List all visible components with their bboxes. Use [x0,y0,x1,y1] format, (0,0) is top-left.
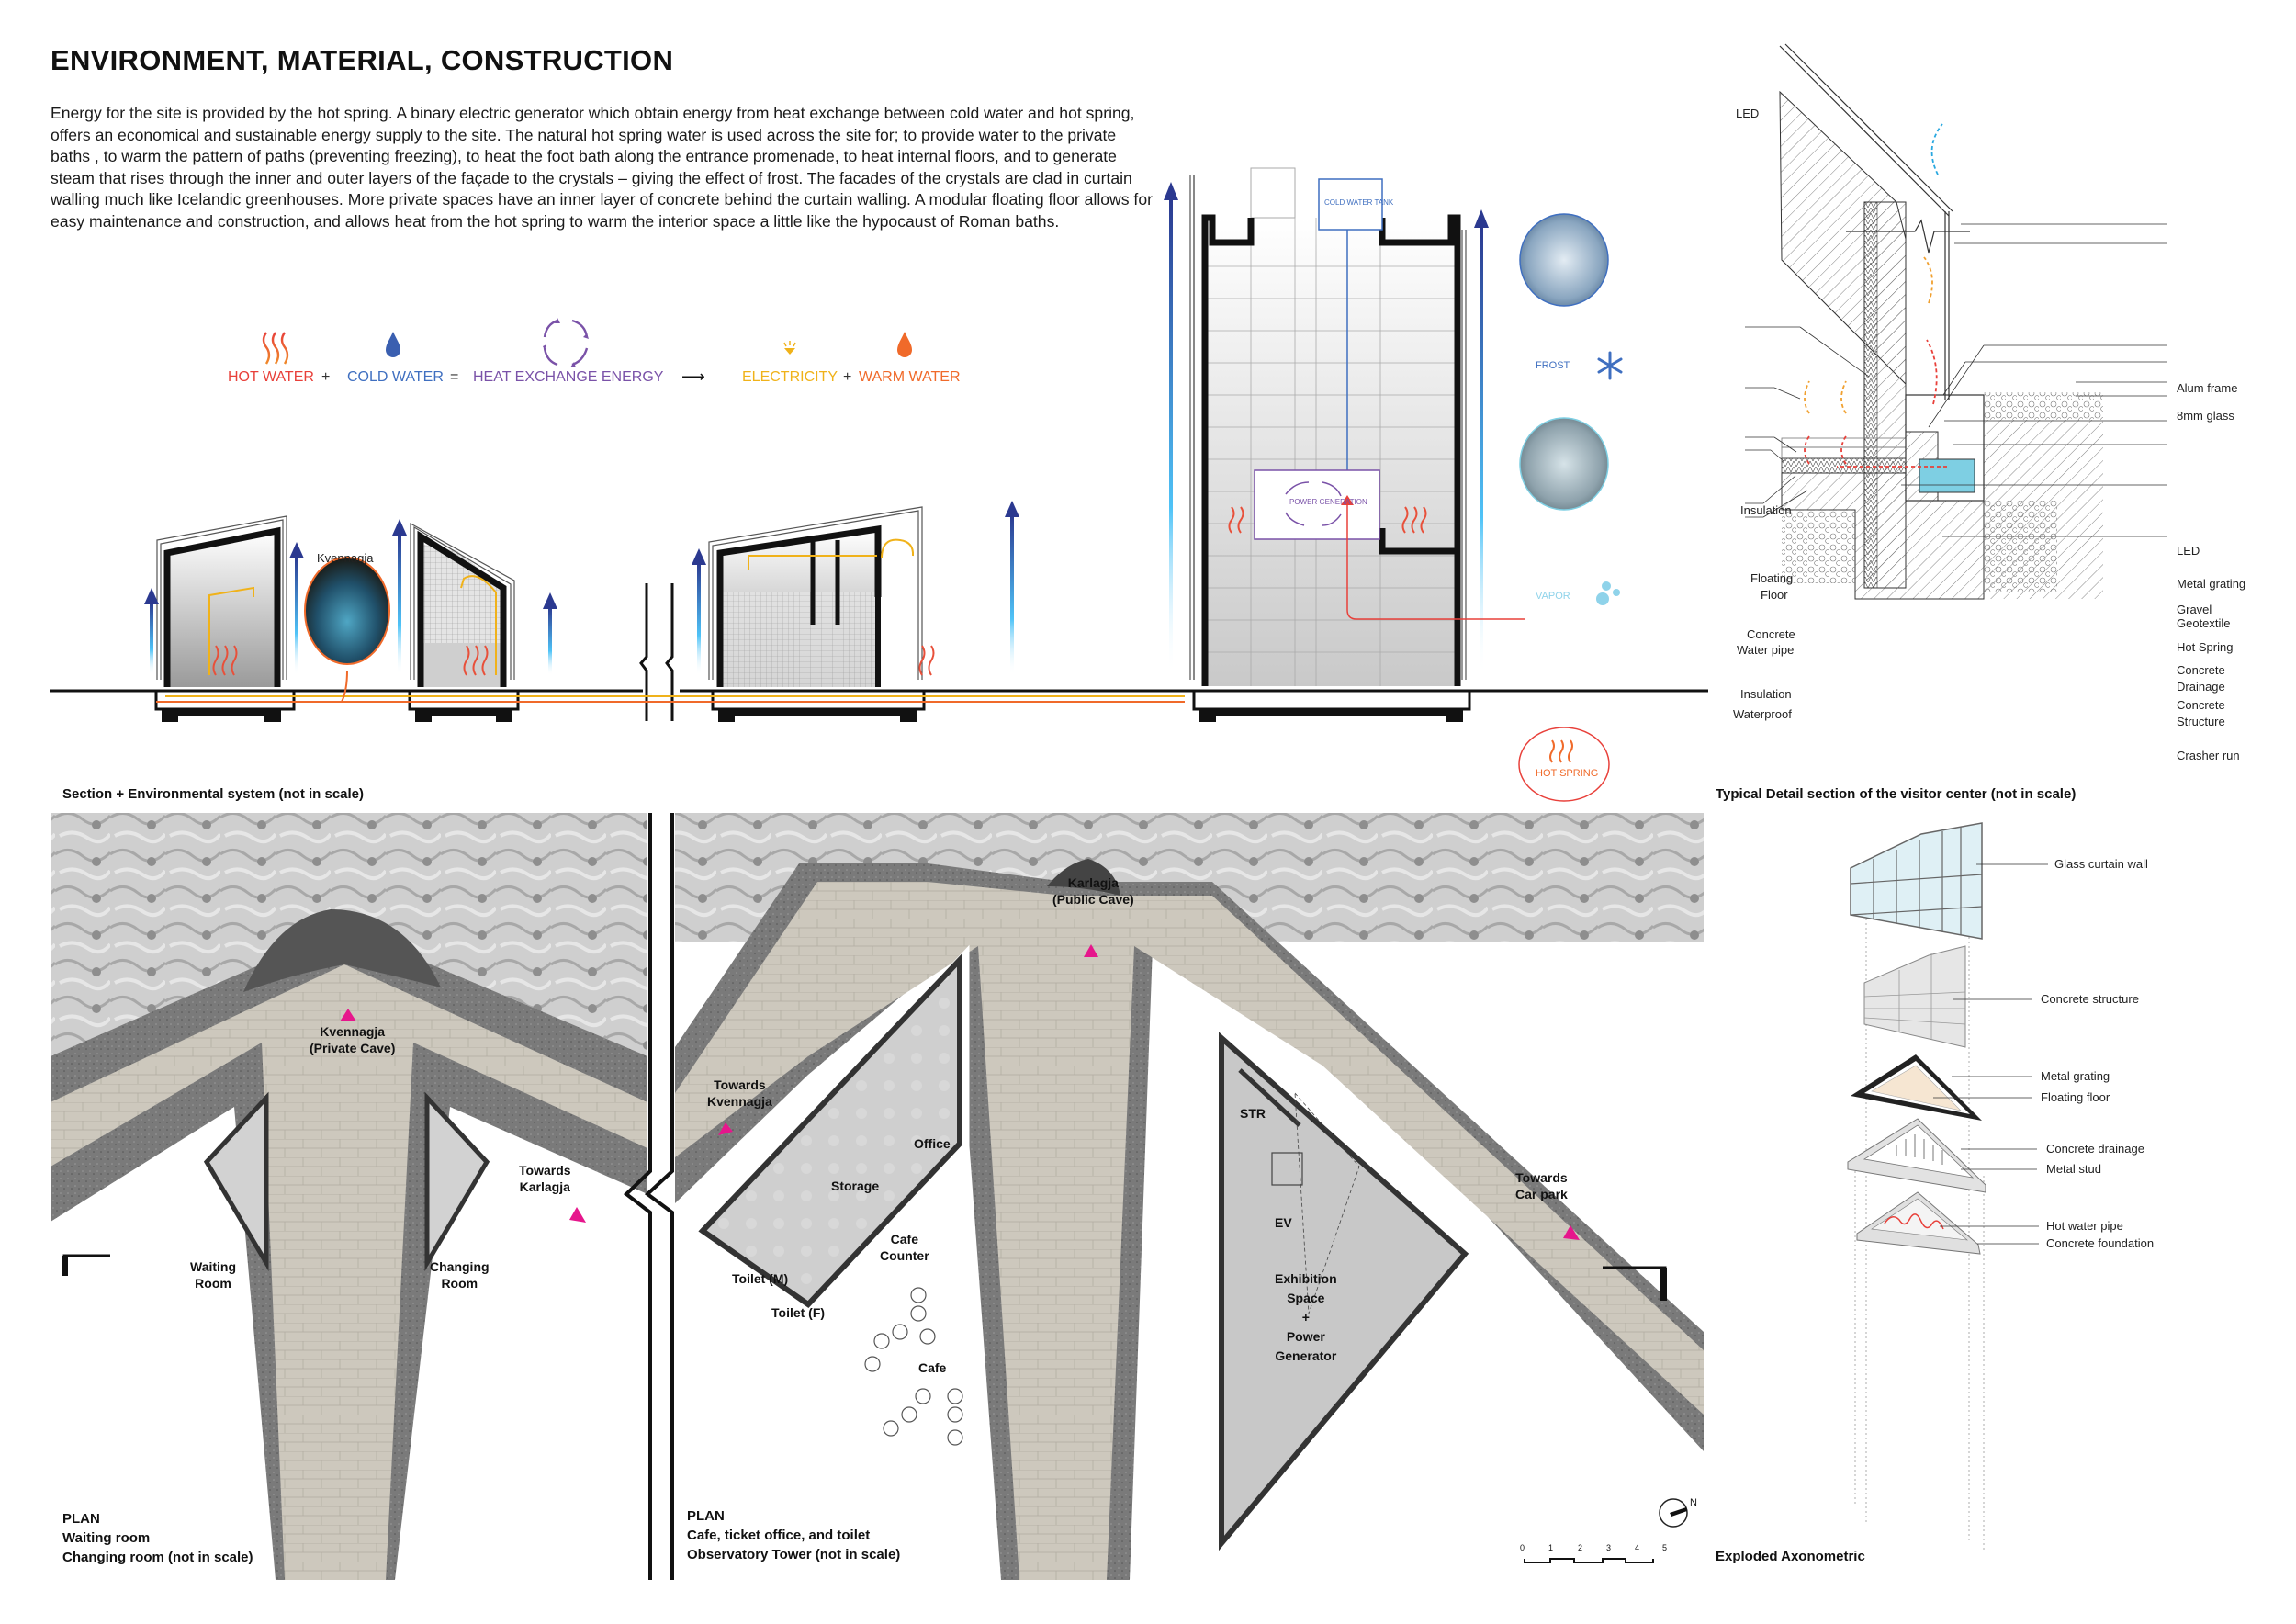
waiting-room-line2: Room [195,1276,231,1291]
plan-label-office: Office [914,1136,951,1151]
axo-label-glass-curtain-wall: Glass curtain wall [2054,857,2148,871]
plan-label-str: STR [1240,1106,1266,1121]
detail-label-concrete-structure-2: Structure [2177,715,2225,728]
axo-concrete-structure [1864,946,1965,1047]
detail-label-hot-spring: Hot Spring [2177,640,2234,654]
karlagja-sub: (Public Cave) [1052,892,1134,907]
hot-water-label: HOT WATER [228,369,314,385]
scale-tick-4: 4 [1635,1543,1640,1552]
plan-label-changing-room [430,1258,490,1291]
plus-sign-2: + [843,369,852,385]
plan-label-towards-kvennagja [707,1077,772,1110]
axonometric-caption: Exploded Axonometric [1716,1549,1865,1564]
exploded-axonometric-drawing [1708,808,2296,1598]
towards-karlagja-line1: Towards [519,1163,571,1178]
detail-label-led: LED [2177,544,2200,558]
exhibition-line4: Power [1286,1329,1325,1344]
plan-label-storage: Storage [831,1179,880,1193]
detail-label-insulation-2: Insulation [1740,687,1792,701]
plan-left [51,813,647,1580]
detail-label-waterproof: Waterproof [1733,707,1792,721]
exhibition-line1: Exhibition [1275,1271,1337,1286]
detail-label-metal-grating: Metal grating [2177,577,2246,591]
plan-label-kvennagja [310,1023,395,1056]
axo-metal-grating [1851,1054,1982,1121]
detail-label-glass: 8mm glass [2177,409,2234,423]
axo-concrete-drainage [1848,1119,1986,1192]
axo-label-concrete-structure: Concrete structure [2041,992,2139,1006]
axo-label-floating-floor: Floating floor [2041,1090,2110,1104]
plan-label-kvennagja-sub: (Private Cave) [310,1041,396,1055]
plan-left-caption [62,1509,253,1567]
intro-text: Energy for the site is provided by the hot spring. A binary electric generator which obtain energy from heat exchange between cold water and hot spring, offers an economical and sustainable energy supply to the site. The natural hot spring water is used across the site for; to provide water to the private baths , to warm the pattern of paths (preventing freezing), to heat the foot bath along the entrance promenade, to heat internal floors, and to generate steam that rises through the inner and outer layers of the façade to the crystals – giving the effect of frost. The facades of the crystals are clad in curtain walling much like Icelandic greenhouses. More private spaces have an inner layer of concrete behind the curtain walling. A modular floating floor allows for easy maintenance and construction, and allows heat from the hot spring to warm the interior space a little like the hypocaust of Roman baths. [51,104,1153,231]
plan-label-cafe-counter [880,1231,929,1264]
exhibition-line2: Space [1287,1291,1325,1305]
karlagja-name: Karlagja [1067,875,1119,890]
plan-label-ev: EV [1275,1215,1292,1230]
plan-right-caption-3: Observatory Tower (not in scale) [687,1547,901,1562]
detail-label-crasher-run: Crasher run [2177,749,2240,762]
power-generation-label: POWER GENERATION [1289,498,1367,506]
cold-water-tank-label: COLD WATER TANK [1324,198,1394,207]
cafe-counter-line2: Counter [880,1248,929,1263]
detail-label-alum-frame: Alum frame [2177,381,2238,395]
detail-label-floating-floor-1: Floating [1750,571,1794,585]
axo-label-metal-grating: Metal grating [2041,1069,2110,1083]
plan-label-toilet-m: Toilet (M) [732,1271,789,1286]
detail-caption: Typical Detail section of the visitor center (not in scale) [1716,786,2077,802]
detail-label-concrete-drainage-2: Drainage [2177,680,2225,694]
detail-label-floating-floor-2: Floor [1761,588,1788,602]
arrow-sign: ⟶ [681,367,705,386]
plan-right-caption-1: PLAN [687,1508,725,1524]
axo-label-metal-stud: Metal stud [2046,1162,2101,1176]
page-title: ENVIRONMENT, MATERIAL, CONSTRUCTION [51,44,674,76]
plan-right-caption [687,1506,900,1564]
detail-label-concrete-structure-1: Concrete [2177,698,2225,712]
equals-sign: = [450,369,459,385]
plan-label-towards-car-park [1515,1169,1568,1202]
plan-left-caption-2: Waiting room [62,1530,151,1546]
cave-label: Kvennagja [317,551,374,565]
axo-concrete-foundation [1857,1192,1980,1254]
plan-label-towards-karlagja [519,1162,571,1195]
towards-car-park-line2: Car park [1515,1187,1568,1201]
plan-label-waiting-room [190,1258,236,1291]
axo-label-concrete-foundation: Concrete foundation [2046,1236,2155,1250]
section-caption: Section + Environmental system (not in scale) [62,786,365,802]
cafe-counter-line1: Cafe [890,1232,919,1246]
plan-label-cafe: Cafe [918,1360,947,1375]
towards-car-park-line1: Towards [1515,1170,1568,1185]
north-label: N [1690,1497,1697,1508]
scale-tick-0: 0 [1520,1543,1525,1552]
towards-karlagja-line2: Karlagja [519,1179,570,1194]
plan-left-caption-3: Changing room (not in scale) [62,1550,253,1565]
detail-label-insulation: Insulation [1740,503,1792,517]
scale-tick-1: 1 [1548,1543,1554,1552]
exhibition-line3: + [1301,1310,1310,1325]
changing-room-line2: Room [441,1276,478,1291]
plan-left-caption-1: PLAN [62,1511,100,1527]
plan-label-kvennagja-name: Kvennagja [320,1024,386,1039]
detail-label-water-pipe: Water pipe [1737,643,1795,657]
plan-label-exhibition [1275,1269,1337,1366]
scale-tick-3: 3 [1606,1543,1612,1552]
axo-label-hot-water-pipe: Hot water pipe [2046,1219,2123,1233]
heat-exchange-label: HEAT EXCHANGE ENERGY [473,369,664,385]
warm-water-label: WARM WATER [859,369,961,385]
detail-label-geotextile: Geotextile [2177,616,2231,630]
waiting-room-line1: Waiting [190,1259,237,1274]
scale-ticks [1520,1543,1667,1556]
scale-tick-2: 2 [1578,1543,1583,1552]
frost-label: FROST [1536,360,1570,371]
axo-label-concrete-drainage: Concrete drainage [2046,1142,2144,1156]
towards-kvennagja-line2: Kvennagja [707,1094,772,1109]
detail-label-concrete: Concrete [1747,627,1795,641]
hot-spring-label: HOT SPRING [1536,768,1599,779]
scale-tick-5: 5 [1662,1543,1668,1552]
plan-right-caption-2: Cafe, ticket office, and toilet [687,1528,871,1543]
detail-label-gravel: Gravel [2177,603,2212,616]
scale-bar [1525,1559,1653,1562]
axo-glass-curtain-wall [1851,823,1982,939]
changing-room-line1: Changing [430,1259,490,1274]
exhibition-line5: Generator [1275,1348,1337,1363]
electricity-label: ELECTRICITY [742,369,838,385]
plan-label-karlagja [1052,874,1134,908]
towards-kvennagja-line1: Towards [714,1077,766,1092]
plan-label-toilet-f: Toilet (F) [771,1305,826,1320]
vapor-label: VAPOR [1536,591,1570,602]
cold-water-label: COLD WATER [347,369,444,385]
detail-label-led-top: LED [1736,107,1760,120]
plus-sign: + [321,369,331,385]
detail-label-concrete-drainage-1: Concrete [2177,663,2225,677]
